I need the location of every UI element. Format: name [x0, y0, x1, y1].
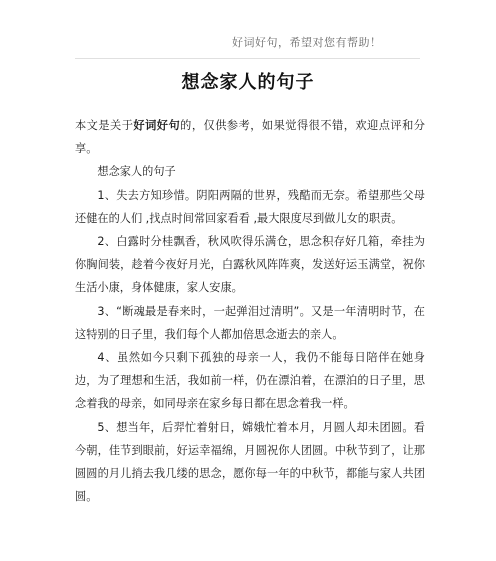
intro-keyword: 好词好句 [133, 119, 181, 132]
document-body [75, 114, 425, 508]
document-title: 想念家人的句子 [181, 72, 315, 93]
paragraph-5: 5、想当年，后羿忙着射日，嫦娥忙着本月，月圆人却未团圆。看今朝，佳节到眼前，好运幸福绵，月圆祝你人团圆。中秋节到了，让那圆圆的月儿捎去我几缕的思念，愿你每一年的中秋节，都能与家人共团圆。 [75, 420, 425, 504]
paragraph-1: 1、失去方知珍惜。阴阳两隔的世界，残酷而无奈。希望那些父母还健在的人们 ,找点时间常回家看看 ,最大限度尽到做儿女的职责。 [75, 188, 425, 225]
paragraph-3: 3、“断魂最是春来时，一起弹泪过清明”。又是一年清明时节，在这特别的日子里，我们每个人都加倍思念逝去的亲人。 [75, 304, 425, 341]
intro-paragraph [75, 114, 425, 160]
intro-text-before: 本文是关于 [75, 119, 134, 132]
paragraph-4: 4、虽然如今只剩下孤独的母亲一人，我仍不能每日陪伴在她身边，为了理想和生活，我如前一样，仍在漂泊着，在漂泊的日子里，思念着我的母亲，如同母亲在家乡每日都在思念着我一样。 [75, 351, 425, 411]
header-divider [75, 58, 420, 59]
page-header-note: 好词好句，希望对您有帮助！ [232, 36, 382, 49]
intro-text-after: 的，仅供参考，如果觉得很不错，欢迎点评和分享。 [75, 119, 425, 156]
subheading: 想念家人的句子 [97, 165, 176, 179]
paragraph-2: 2、白露时分桂飘香，秋风吹得乐满仓，思念积存好几箱，牵挂为你胸间装，趁着今夜好月光，白露秋风阵阵爽，发送好运玉满堂，祝你生活小康，身体健康，家人安康。 [75, 235, 425, 295]
